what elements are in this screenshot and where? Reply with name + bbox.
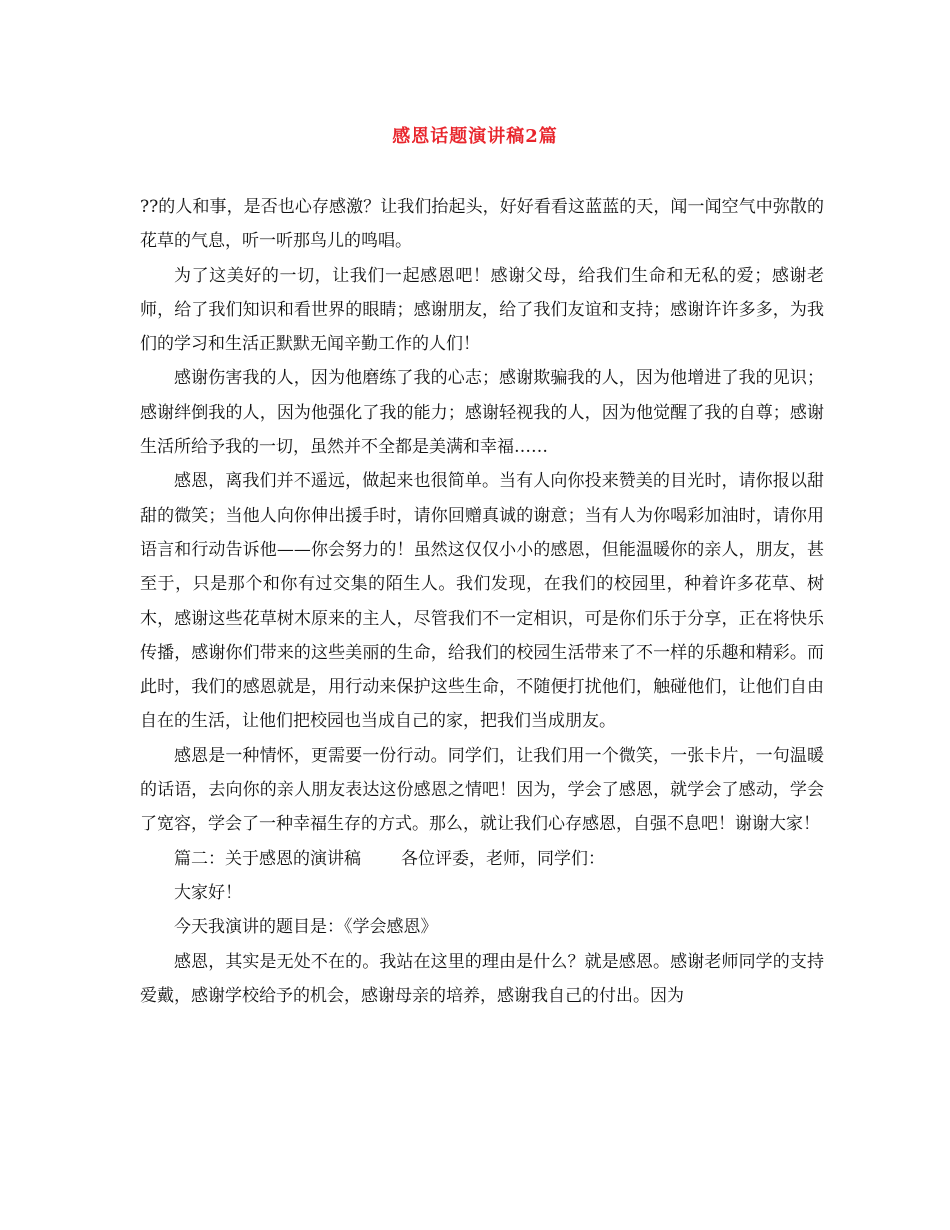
paragraph: 为了这美好的一切，让我们一起感恩吧！感谢父母，给我们生命和无私的爱；感谢老师，给了我们知识和看世界的眼睛；感谢朋友，给了我们友谊和支持；感谢许许多多，为我们的学习和生活正默默无闻辛勤工作的人们！: [140, 265, 824, 355]
section-heading-line: [140, 842, 824, 876]
document-title: 感恩话题演讲稿2篇: [392, 126, 558, 147]
paragraph: 感恩是一种情怀，更需要一份行动。同学们，让我们用一个微笑，一张卡片，一句温暖的话语，去向你的亲人朋友表达这份感恩之情吧！因为，学会了感恩，就学会了感动，学会了宽容，学会了一种幸福生存的方式。那么，就让我们心存感恩，自强不息吧！谢谢大家！: [140, 745, 824, 835]
paragraph: 感恩，离我们并不遥远，做起来也很简单。当有人向你投来赞美的目光时，请你报以甜甜的微笑；当他人向你伸出援手时，请你回赠真诚的谢意；当有人为你喝彩加油时，请你用语言和行动告诉他——你会努力的！虽然这仅仅小小的感恩，但能温暖你的亲人，朋友，甚至于，只是那个和你有过交集的陌生人。我们发现，在我们的校园里，种着许多花草、树木，感谢这些花草树木原来的主人，尽管我们不一定相识，可是你们乐于分享，正在将快乐传播，感谢你们带来的这些美丽的生命，给我们的校园生活带来了不一样的乐趣和精彩。而此时，我们的感恩就是，用行动来保护这些生命，不随便打扰他们，触碰他们，让他们自由自在的生活，让他们把校园也当成自己的家，把我们当成朋友。: [140, 471, 824, 732]
paragraph: 感恩，其实是无处不在的。我站在这里的理由是什么？就是感恩。感谢老师同学的支持爱戴，感谢学校给予的机会，感谢母亲的培养，感谢我自己的付出。因为: [140, 951, 824, 1006]
greeting: 大家好！: [174, 882, 242, 903]
topic-line: 今天我演讲的题目是：《学会感恩》: [174, 917, 438, 938]
document-body: [140, 190, 824, 1013]
section-heading: 篇二：关于感恩的演讲稿: [174, 848, 361, 869]
paragraph-continuation: ??的人和事，是否也心存感激？让我们抬起头，好好看看这蓝蓝的天，闻一闻空气中弥散的花草的气息，听一听那鸟儿的鸣唱。: [140, 197, 824, 252]
salutation: 各位评委，老师，同学们：: [401, 848, 605, 869]
paragraph: 感谢伤害我的人，因为他磨练了我的心志；感谢欺骗我的人，因为他增进了我的见识；感谢绊倒我的人，因为他强化了我的能力；感谢轻视我的人，因为他觉醒了我的自尊；感谢生活所给予我的一切，虽然并不全都是美满和幸福……: [140, 368, 824, 458]
